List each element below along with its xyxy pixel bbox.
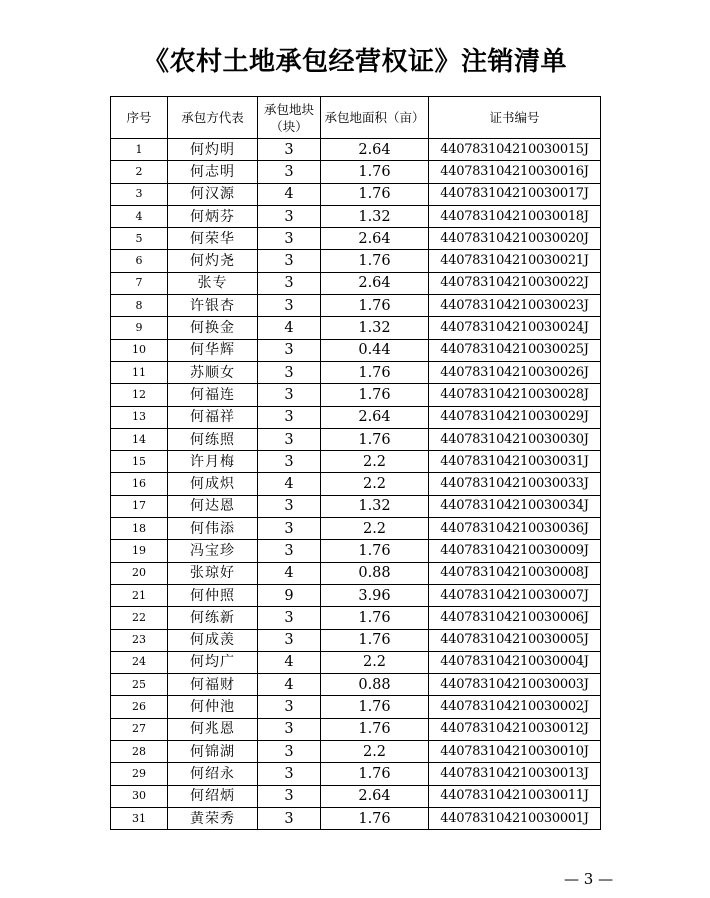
cell-cert: 440783104210030003J [429, 674, 601, 696]
cell-cert: 440783104210030030J [429, 428, 601, 450]
cell-cert: 440783104210030017J [429, 183, 601, 205]
table-row [111, 741, 601, 763]
cell-seq: 29 [111, 763, 168, 785]
cell-name: 何练新 [168, 607, 258, 629]
cell-blocks: 4 [258, 473, 321, 495]
cell-area: 2.64 [321, 272, 429, 294]
table-row [111, 540, 601, 562]
cell-blocks: 3 [258, 741, 321, 763]
header-area: 承包地面积（亩） [321, 97, 429, 139]
cell-blocks: 3 [258, 718, 321, 740]
table-row [111, 785, 601, 807]
cell-seq: 5 [111, 228, 168, 250]
table-row [111, 651, 601, 673]
cell-seq: 3 [111, 183, 168, 205]
table-row [111, 763, 601, 785]
table-row [111, 629, 601, 651]
cell-name: 何福财 [168, 674, 258, 696]
cell-seq: 21 [111, 584, 168, 606]
cell-seq: 26 [111, 696, 168, 718]
cell-area: 1.76 [321, 428, 429, 450]
cell-seq: 31 [111, 807, 168, 829]
cell-name: 黄荣秀 [168, 807, 258, 829]
cell-cert: 440783104210030012J [429, 718, 601, 740]
cell-cert: 440783104210030004J [429, 651, 601, 673]
cell-area: 2.64 [321, 406, 429, 428]
cell-blocks: 4 [258, 562, 321, 584]
cell-cert: 440783104210030011J [429, 785, 601, 807]
cell-cert: 440783104210030001J [429, 807, 601, 829]
cell-area: 1.32 [321, 495, 429, 517]
cell-cert: 440783104210030010J [429, 741, 601, 763]
cell-seq: 2 [111, 161, 168, 183]
table-row [111, 562, 601, 584]
cell-name: 何灼尧 [168, 250, 258, 272]
page-title: 《农村土地承包经营权证》注销清单 [142, 47, 567, 77]
cell-seq: 22 [111, 607, 168, 629]
cell-cert: 440783104210030033J [429, 473, 601, 495]
cell-blocks: 3 [258, 607, 321, 629]
table-row [111, 139, 601, 161]
table-row [111, 205, 601, 227]
cell-area: 1.76 [321, 250, 429, 272]
cell-blocks: 3 [258, 250, 321, 272]
cell-name: 何华辉 [168, 339, 258, 361]
cell-name: 何福连 [168, 384, 258, 406]
cell-blocks: 3 [258, 540, 321, 562]
cell-seq: 6 [111, 250, 168, 272]
cell-name: 许银杏 [168, 295, 258, 317]
cell-blocks: 3 [258, 629, 321, 651]
cell-area: 0.88 [321, 674, 429, 696]
cell-name: 何汉源 [168, 183, 258, 205]
cell-seq: 19 [111, 540, 168, 562]
cell-name: 许月梅 [168, 451, 258, 473]
cell-name: 苏顺女 [168, 361, 258, 383]
cell-seq: 1 [111, 139, 168, 161]
table-row [111, 228, 601, 250]
table-row [111, 295, 601, 317]
cell-area: 3.96 [321, 584, 429, 606]
table-row [111, 696, 601, 718]
cell-seq: 17 [111, 495, 168, 517]
cell-seq: 7 [111, 272, 168, 294]
cell-seq: 28 [111, 741, 168, 763]
cell-seq: 4 [111, 205, 168, 227]
cell-area: 2.2 [321, 741, 429, 763]
table-row [111, 317, 601, 339]
cell-cert: 440783104210030022J [429, 272, 601, 294]
cell-seq: 27 [111, 718, 168, 740]
cell-area: 1.76 [321, 607, 429, 629]
table-row [111, 428, 601, 450]
cell-cert: 440783104210030025J [429, 339, 601, 361]
header-name: 承包方代表 [168, 97, 258, 139]
cell-name: 何绍炳 [168, 785, 258, 807]
cell-seq: 15 [111, 451, 168, 473]
header-seq: 序号 [111, 97, 168, 139]
cell-cert: 440783104210030018J [429, 205, 601, 227]
cell-blocks: 3 [258, 451, 321, 473]
cell-name: 何灼明 [168, 139, 258, 161]
cell-cert: 440783104210030028J [429, 384, 601, 406]
cell-blocks: 3 [258, 384, 321, 406]
cell-name: 何仲照 [168, 584, 258, 606]
table-row [111, 495, 601, 517]
cell-name: 何达恩 [168, 495, 258, 517]
table-row [111, 339, 601, 361]
header-blocks: 承包地块（块） [258, 97, 321, 139]
cell-seq: 10 [111, 339, 168, 361]
cell-area: 2.2 [321, 518, 429, 540]
cell-seq: 24 [111, 651, 168, 673]
cell-area: 1.76 [321, 763, 429, 785]
cell-blocks: 4 [258, 317, 321, 339]
cell-blocks: 3 [258, 406, 321, 428]
cell-area: 1.76 [321, 161, 429, 183]
table-row [111, 718, 601, 740]
cell-area: 1.76 [321, 696, 429, 718]
cell-name: 何兆恩 [168, 718, 258, 740]
cell-seq: 25 [111, 674, 168, 696]
cell-name: 张琼好 [168, 562, 258, 584]
cell-area: 0.88 [321, 562, 429, 584]
cell-name: 何换金 [168, 317, 258, 339]
cell-name: 何均广 [168, 651, 258, 673]
cell-blocks: 3 [258, 518, 321, 540]
table-row [111, 250, 601, 272]
cell-area: 2.64 [321, 139, 429, 161]
cell-name: 何伟添 [168, 518, 258, 540]
cell-cert: 440783104210030029J [429, 406, 601, 428]
cell-blocks: 3 [258, 763, 321, 785]
cell-cert: 440783104210030002J [429, 696, 601, 718]
header-cert: 证书编号 [429, 97, 601, 139]
cell-area: 1.76 [321, 295, 429, 317]
cell-name: 何绍永 [168, 763, 258, 785]
cell-seq: 30 [111, 785, 168, 807]
cell-area: 2.2 [321, 651, 429, 673]
cell-name: 何练照 [168, 428, 258, 450]
cell-cert: 440783104210030016J [429, 161, 601, 183]
cell-seq: 11 [111, 361, 168, 383]
cell-cert: 440783104210030021J [429, 250, 601, 272]
table-row [111, 674, 601, 696]
cell-blocks: 3 [258, 495, 321, 517]
cell-name: 何荣华 [168, 228, 258, 250]
table-row [111, 361, 601, 383]
cell-area: 1.32 [321, 205, 429, 227]
table-row [111, 807, 601, 829]
cell-seq: 18 [111, 518, 168, 540]
cell-blocks: 3 [258, 361, 321, 383]
cell-cert: 440783104210030005J [429, 629, 601, 651]
cell-area: 2.2 [321, 473, 429, 495]
cell-seq: 9 [111, 317, 168, 339]
cell-name: 何福祥 [168, 406, 258, 428]
cell-blocks: 3 [258, 205, 321, 227]
cell-blocks: 3 [258, 696, 321, 718]
cell-name: 何仲池 [168, 696, 258, 718]
cell-seq: 8 [111, 295, 168, 317]
table-row [111, 183, 601, 205]
cell-cert: 440783104210030031J [429, 451, 601, 473]
cell-cert: 440783104210030009J [429, 540, 601, 562]
cell-blocks: 3 [258, 295, 321, 317]
cell-name: 何志明 [168, 161, 258, 183]
cell-blocks: 3 [258, 339, 321, 361]
cell-area: 0.44 [321, 339, 429, 361]
cell-name: 何成炽 [168, 473, 258, 495]
table-row [111, 584, 601, 606]
page-number: — 3 — [564, 870, 614, 888]
cell-name: 何成羡 [168, 629, 258, 651]
cell-cert: 440783104210030026J [429, 361, 601, 383]
table-row [111, 406, 601, 428]
cell-blocks: 3 [258, 807, 321, 829]
cell-area: 1.76 [321, 540, 429, 562]
cell-cert: 440783104210030013J [429, 763, 601, 785]
cell-blocks: 3 [258, 785, 321, 807]
cell-blocks: 3 [258, 161, 321, 183]
cell-cert: 440783104210030034J [429, 495, 601, 517]
cell-cert: 440783104210030006J [429, 607, 601, 629]
cancellation-list-table [110, 96, 601, 830]
table-row [111, 451, 601, 473]
cell-blocks: 3 [258, 228, 321, 250]
cell-area: 1.76 [321, 718, 429, 740]
cell-cert: 440783104210030023J [429, 295, 601, 317]
cell-area: 1.76 [321, 384, 429, 406]
table-row [111, 272, 601, 294]
table-row [111, 473, 601, 495]
cell-blocks: 3 [258, 428, 321, 450]
cell-seq: 14 [111, 428, 168, 450]
cell-area: 1.32 [321, 317, 429, 339]
cell-blocks: 9 [258, 584, 321, 606]
cell-name: 何炳芬 [168, 205, 258, 227]
cell-blocks: 3 [258, 272, 321, 294]
cell-area: 2.2 [321, 451, 429, 473]
cell-seq: 12 [111, 384, 168, 406]
cell-area: 1.76 [321, 183, 429, 205]
cell-blocks: 4 [258, 674, 321, 696]
cell-area: 1.76 [321, 361, 429, 383]
cell-cert: 440783104210030036J [429, 518, 601, 540]
cell-area: 1.76 [321, 807, 429, 829]
cell-seq: 13 [111, 406, 168, 428]
table-header-row [111, 97, 601, 139]
cell-name: 冯宝珍 [168, 540, 258, 562]
cell-cert: 440783104210030024J [429, 317, 601, 339]
cell-area: 2.64 [321, 228, 429, 250]
table-row [111, 161, 601, 183]
cell-area: 2.64 [321, 785, 429, 807]
cell-blocks: 4 [258, 183, 321, 205]
cell-cert: 440783104210030007J [429, 584, 601, 606]
cell-cert: 440783104210030008J [429, 562, 601, 584]
table-row [111, 518, 601, 540]
cell-blocks: 4 [258, 651, 321, 673]
cell-name: 张专 [168, 272, 258, 294]
cell-area: 1.76 [321, 629, 429, 651]
table-row [111, 384, 601, 406]
cell-cert: 440783104210030020J [429, 228, 601, 250]
cell-seq: 23 [111, 629, 168, 651]
cell-cert: 440783104210030015J [429, 139, 601, 161]
cell-seq: 16 [111, 473, 168, 495]
cell-blocks: 3 [258, 139, 321, 161]
cell-seq: 20 [111, 562, 168, 584]
table-row [111, 607, 601, 629]
cell-name: 何锦湖 [168, 741, 258, 763]
